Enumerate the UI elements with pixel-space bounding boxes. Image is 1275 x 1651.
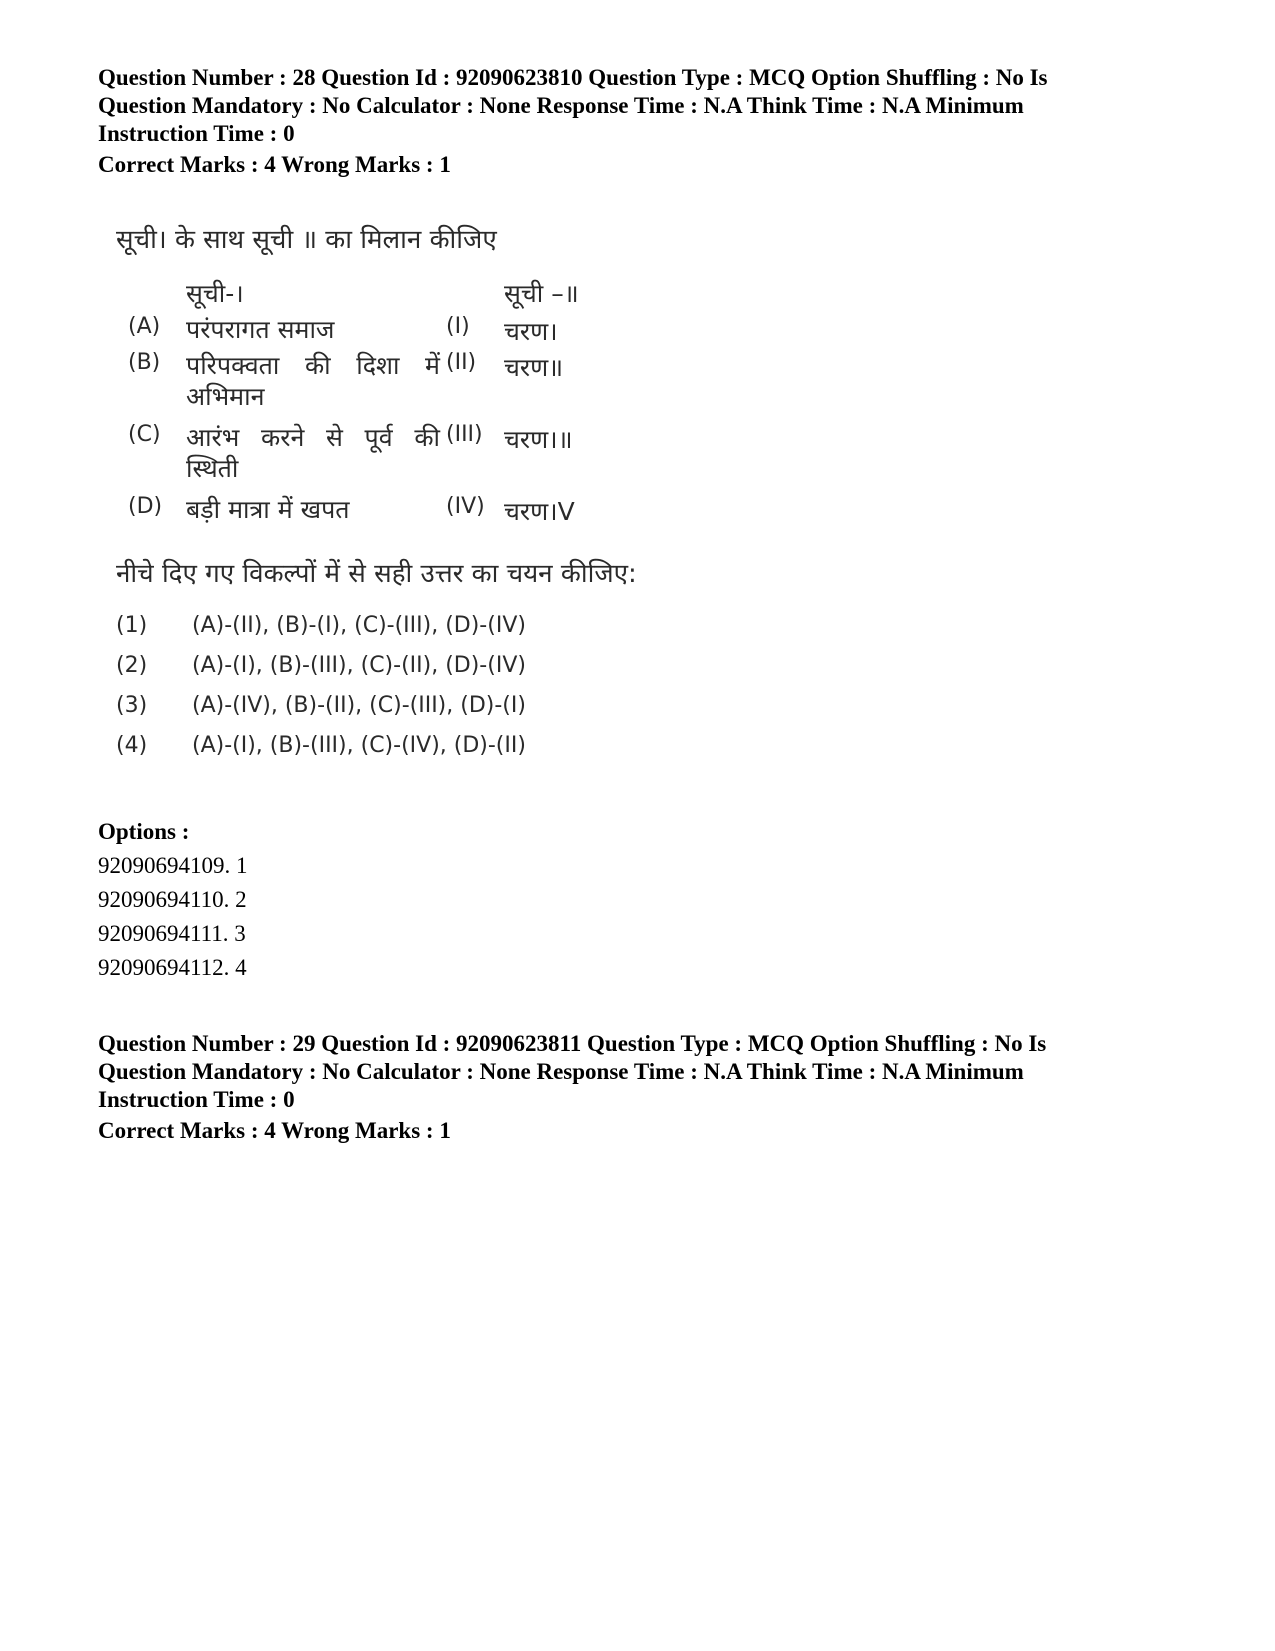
list-2-item: चरण।V	[504, 497, 575, 526]
q28-header-line: Question Number : 28 Question Id : 92090623810 Question Type : MCQ Option Shuffling : No Is	[98, 65, 1048, 90]
q28-header-line: Instruction Time : 0	[98, 121, 295, 146]
choice-text: (A)-(I), (B)-(III), (C)-(IV), (D)-(II)	[192, 733, 526, 758]
option-item: 92090694111. 3	[98, 921, 246, 946]
q28-header-line: Question Mandatory : No Calculator : None Response Time : N.A Think Time : N.A Minimum	[98, 93, 1024, 118]
answer-choice	[116, 733, 526, 758]
q29-header-line: Instruction Time : 0	[98, 1087, 295, 1112]
answer-choice	[116, 613, 526, 638]
option-item: 92090694110. 2	[98, 887, 247, 912]
row-roman: (III)	[446, 422, 483, 447]
question-instruction: नीचे दिए गए विकल्पों में से सही उत्तर का चयन कीजिए:	[116, 559, 637, 589]
choice-number: (4)	[116, 733, 148, 758]
choice-number: (2)	[116, 653, 148, 678]
list-1-item: आरंभ करने से पूर्व की स्थिती	[186, 423, 440, 483]
list-1-heading: सूची-।	[186, 279, 244, 308]
q29-header-line: Question Mandatory : No Calculator : None Response Time : N.A Think Time : N.A Minimum	[98, 1059, 1024, 1084]
row-roman: (IV)	[446, 494, 485, 519]
q29-header-line: Question Number : 29 Question Id : 92090623811 Question Type : MCQ Option Shuffling : No Is	[98, 1031, 1047, 1056]
row-roman: (II)	[446, 350, 477, 375]
q28-marks: Correct Marks : 4 Wrong Marks : 1	[98, 152, 451, 177]
q28-question-body	[110, 214, 670, 804]
option-item: 92090694112. 4	[98, 955, 247, 980]
choice-text: (A)-(II), (B)-(I), (C)-(III), (D)-(IV)	[192, 613, 526, 638]
row-label: (B)	[128, 350, 161, 375]
answer-choice	[116, 653, 526, 678]
row-label: (C)	[128, 422, 161, 447]
choice-number: (1)	[116, 613, 148, 638]
list-2-item: चरण।॥	[504, 425, 573, 454]
options-heading: Options :	[98, 819, 190, 844]
list-1-item: बड़ी मात्रा में खपत	[186, 495, 350, 524]
list-2-item: चरण॥	[504, 353, 564, 382]
list-1-item: परंपरागत समाज	[186, 315, 335, 344]
list-2-heading: सूची –॥	[504, 279, 579, 308]
choice-text: (A)-(I), (B)-(III), (C)-(II), (D)-(IV)	[192, 653, 526, 678]
question-prompt: सूची। के साथ सूची ॥ का मिलान कीजिए	[116, 225, 497, 255]
list-2-item: चरण।	[504, 317, 558, 346]
row-label: (A)	[128, 314, 161, 339]
choice-number: (3)	[116, 693, 148, 718]
q28-header	[98, 64, 1178, 148]
answer-choice	[116, 693, 526, 718]
list-1-item: परिपक्वता की दिशा में अभिमान	[186, 351, 440, 411]
q29-marks: Correct Marks : 4 Wrong Marks : 1	[98, 1118, 451, 1143]
choice-text: (A)-(IV), (B)-(II), (C)-(III), (D)-(I)	[192, 693, 526, 718]
row-roman: (I)	[446, 314, 470, 339]
row-label: (D)	[128, 494, 163, 519]
option-item: 92090694109. 1	[98, 853, 248, 878]
q29-header	[98, 1030, 1178, 1114]
